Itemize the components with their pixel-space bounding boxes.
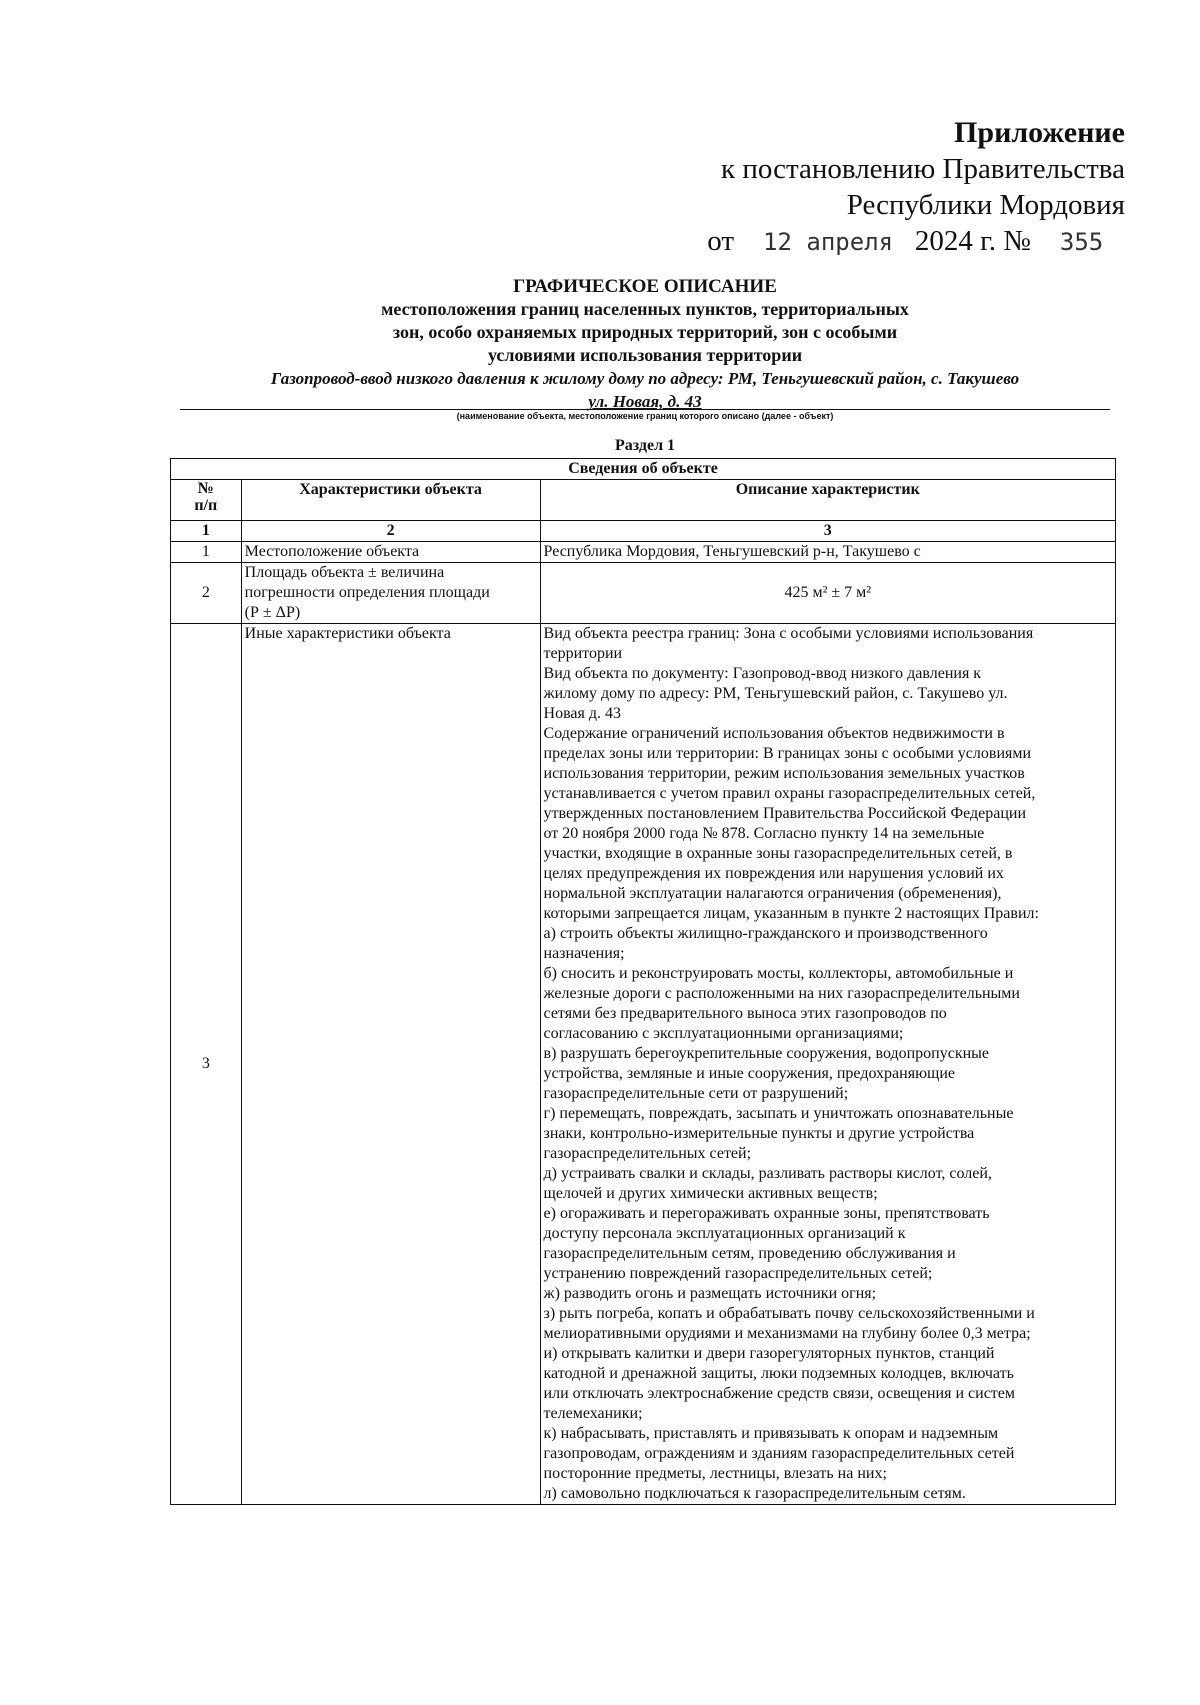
description-line: устанавливается с учетом правил охраны газораспределительных сетей, (543, 785, 1036, 802)
heading-sub-2: зон, особо охраняемых природных территорий, зон с особыми (392, 322, 898, 342)
description-line: газораспределительные сети от разрушений; (543, 1085, 849, 1102)
description-line: пределах зоны или территории: В границах зоны с особыми условиями (543, 745, 1032, 762)
description-line: знаки, контрольно-измерительные пункты и другие устройства (543, 1125, 975, 1142)
row-number: 2 (171, 563, 242, 624)
year-text: 2024 г. № (914, 225, 1031, 257)
description-line: д) устраивать свалки и склады, разливать растворы кислот, солей, (543, 1165, 992, 1182)
description-line: мелиоративными орудиями и механизмами на глубину более 0,3 метра; (543, 1325, 1031, 1342)
description-line: а) строить объекты жилищно-гражданского и производственного (543, 925, 988, 942)
description-line: з) рыть погреба, копать и обрабатывать почву сельскохозяйственными и (543, 1305, 1035, 1322)
description-line: е) огораживать и перегораживать охранные зоны, препятствовать (543, 1205, 990, 1222)
row-description: Республика Мордовия, Теньгушевский р-н, Такушево с (540, 542, 1115, 563)
description-line: газораспределительных сетей; (543, 1145, 752, 1162)
description-line: или отключать электроснабжение средств связи, освещения и систем (543, 1385, 1016, 1402)
rule-caption: (наименование объекта, местоположение границ которого описано (далее - объект) (456, 411, 834, 421)
table-caption-row (171, 459, 1116, 480)
table-row (171, 563, 1116, 624)
table-row (171, 542, 1116, 563)
description-line: доступу персонала эксплуатационных организаций к (543, 1225, 906, 1242)
row-number: 1 (171, 542, 242, 563)
appendix-line-1: к постановлению Правительства (721, 153, 1125, 185)
heading-main: ГРАФИЧЕСКОЕ ОПИСАНИЕ (513, 276, 777, 297)
characteristic-line: погрешности определения площади (244, 584, 490, 601)
description-line: целях предупреждения их повреждения или нарушения условий их (543, 865, 1004, 882)
description-line: территории (543, 645, 623, 662)
table-caption: Сведения об объекте (171, 459, 1116, 480)
header-characteristics: Характеристики объекта (241, 480, 540, 521)
index-cell: 3 (540, 521, 1115, 542)
description-line: которыми запрещается лицам, указанным в пункте 2 настоящих Правил: (543, 905, 1039, 922)
description-line: сетями без предварительного выноса этих газопроводов по (543, 1005, 947, 1022)
object-name: Газопровод-ввод низкого давления к жилому дому по адресу: РМ, Теньгушевский район, с. Такушево (270, 369, 1020, 388)
description-line: устранению повреждений газораспределительных сетей; (543, 1265, 933, 1282)
description-line: г) перемещать, повреждать, засыпать и уничтожать опознавательные (543, 1105, 1014, 1122)
table-header-row (171, 480, 1116, 521)
row-characteristic: Местоположение объекта (241, 542, 540, 563)
description-line: и) открывать калитки и двери газорегуляторных пунктов, станций (543, 1345, 995, 1362)
description-line: щелочей и других химически активных веществ; (543, 1185, 878, 1202)
description-line: л) самовольно подключаться к газораспределительным сетям. (543, 1485, 966, 1502)
description-line: газораспределительным сетям, проведению обслуживания и (543, 1245, 956, 1262)
description-line: Новая д. 43 (543, 705, 622, 722)
index-cell: 1 (171, 521, 242, 542)
description-line: катодной и дренажной защиты, люки подземных колодцев, включать (543, 1365, 1014, 1382)
description-line: в) разрушать берегоукрепительные сооружения, водопропускные (543, 1045, 990, 1062)
description-line: б) сносить и реконструировать мосты, коллекторы, автомобильные и (543, 965, 1014, 982)
appendix-title: Приложение (954, 116, 1125, 149)
description-line: посторонние предметы, лестницы, влезать на них; (543, 1465, 887, 1482)
description-line: использования территории, режим использования земельных участков (543, 765, 1025, 782)
description-line: Вид объекта реестра границ: Зона с особыми условиями использования (543, 625, 1034, 642)
row-characteristic (241, 563, 540, 624)
document-heading (180, 275, 1110, 413)
row-characteristic: Иные характеристики объекта (241, 624, 540, 1505)
description-line: к) набрасывать, приставлять и привязывать к опорам и надземным (543, 1425, 999, 1442)
table-row (171, 624, 1116, 1505)
description-line: утвержденных постановлением Правительства Российской Федерации (543, 805, 1027, 822)
description-line: телемеханики; (543, 1405, 643, 1422)
date-value: 12 апреля (763, 228, 894, 256)
header-num: № п/п (171, 480, 242, 521)
date-prefix: от (707, 225, 735, 257)
description-line: железные дороги с расположенными на них газораспределительными (543, 985, 1020, 1002)
description-line: участки, входящие в охранные зоны газораспределительных сетей, в (543, 845, 1013, 862)
row-description: 425 м² ± 7 м² (540, 563, 1115, 624)
description-line: жилому дому по адресу: РМ, Теньгушевский район, с. Такушево ул. (543, 685, 1008, 702)
heading-rule (180, 409, 1110, 410)
index-cell: 2 (241, 521, 540, 542)
description-line: нормальной эксплуатации налагаются ограничения (обременения), (543, 885, 1002, 902)
description-line: назначения; (543, 945, 625, 962)
decree-number: 355 (1059, 228, 1104, 256)
description-line: газопроводам, ограждениям и зданиям газораспределительных сетей (543, 1445, 1015, 1462)
characteristic-line: (Р ± ΔР) (244, 604, 301, 621)
appendix-date-line (707, 223, 1125, 260)
header-description: Описание характеристик (540, 480, 1115, 521)
row-description (540, 624, 1115, 1505)
appendix-header (707, 115, 1125, 260)
appendix-line-2: Республики Мордовия (846, 189, 1125, 221)
description-line: Содержание ограничений использования объектов недвижимости в (543, 725, 1005, 742)
characteristic-line: Площадь объекта ± величина (244, 564, 445, 581)
heading-sub-3: условиями использования территории (487, 345, 803, 365)
table-index-row (171, 521, 1116, 542)
description-line: устройства, земляные и иные сооружения, предохраняющие (543, 1065, 956, 1082)
description-line: от 20 ноября 2000 года № 878. Согласно пункту 14 на земельные (543, 825, 985, 842)
description-line: ж) разводить огонь и размещать источники огня; (543, 1285, 877, 1302)
section-title: Раздел 1 (614, 437, 676, 454)
object-info-table (170, 458, 1116, 1505)
row-number: 3 (171, 624, 242, 1505)
object-address: ул. Новая, д. 43 (588, 392, 702, 411)
description-line: Вид объекта по документу: Газопровод-ввод низкого давления к (543, 665, 982, 682)
heading-sub-1: местоположения границ населенных пунктов, территориальных (381, 299, 909, 319)
description-line: согласованию с эксплуатационными организациями; (543, 1025, 904, 1042)
